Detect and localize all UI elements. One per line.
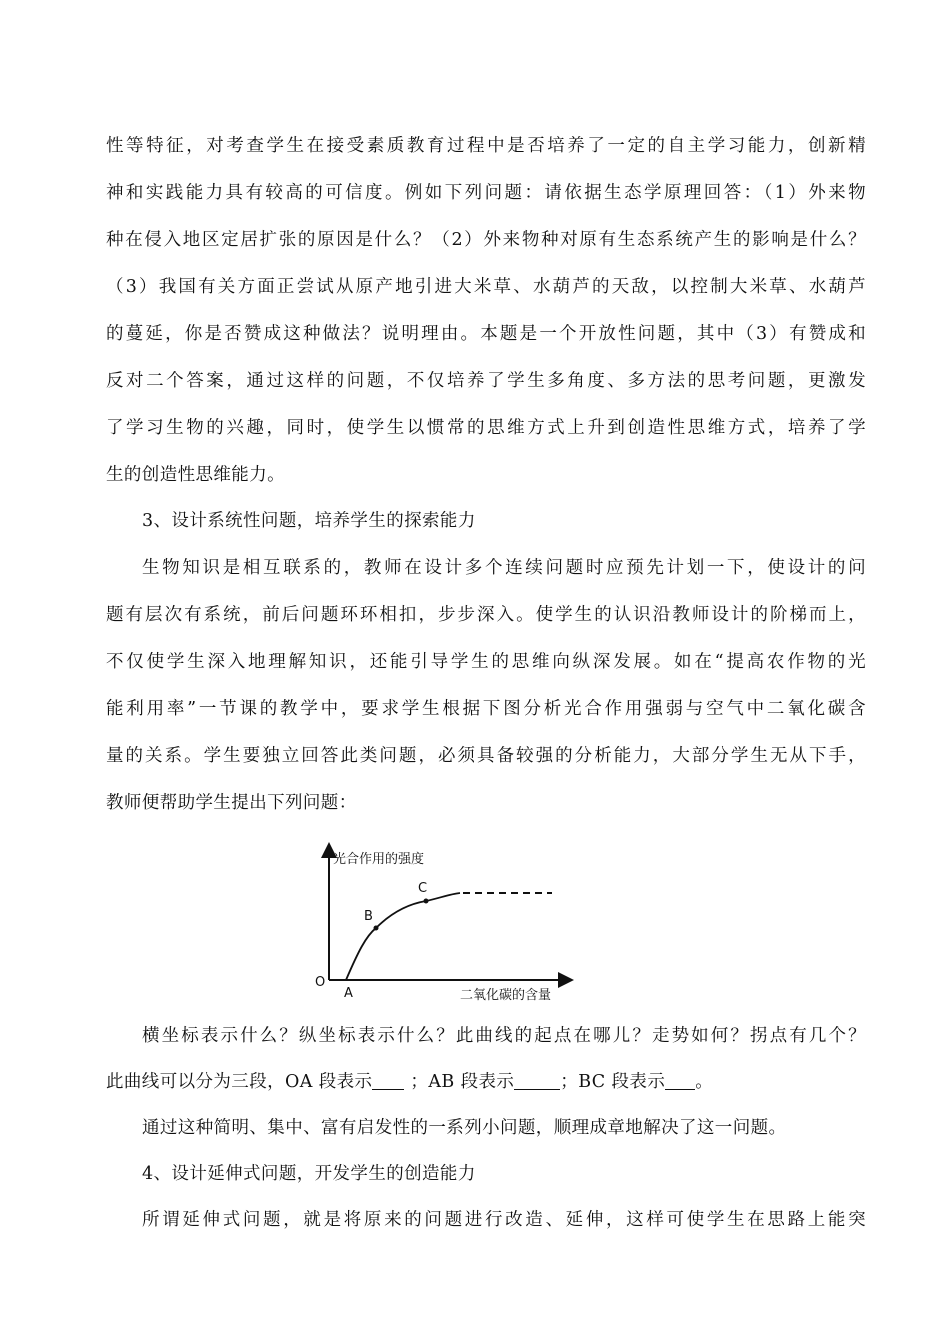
paragraph-1-line-8: 生的创造性思维能力。: [106, 465, 285, 485]
curve-line: [346, 893, 460, 980]
paragraph-4: 通过这种简明、集中、富有启发性的一系列小问题，顺理成章地解决了这一问题。: [142, 1118, 787, 1138]
paragraph-1-line-3: 种在侵入地区定居扩张的原因是什么？（2）外来物种对原有生态系统产生的影响是什么？: [106, 230, 866, 250]
paragraph-5-line-1: 所谓延伸式问题，就是将原来的问题进行改造、延伸，这样可使学生在思路上能突: [142, 1210, 866, 1230]
paragraph-3-line-2: [106, 1070, 866, 1094]
paragraph-1-line-1: 性等特征，对考查学生在接受素质教育过程中是否培养了一定的自主学习能力，创新精: [106, 136, 866, 156]
section-heading-3: 3、设计系统性问题，培养学生的探索能力: [142, 511, 476, 531]
figure-svg: [300, 840, 590, 1010]
point-b-marker: [374, 926, 379, 931]
paragraph-2-line-6: 教师便帮助学生提出下列问题：: [106, 793, 357, 813]
x-axis-label: 二氧化碳的含量: [460, 988, 552, 1003]
point-c-label: C: [418, 881, 428, 896]
y-axis-label: 光合作用的强度: [333, 852, 425, 867]
paragraph-3-text-bc: ；BC 段表示: [560, 1072, 666, 1092]
paragraph-1-line-7: 了学习生物的兴趣，同时，使学生以惯常的思维方式上升到创造性思维方式，培养了学: [106, 418, 866, 438]
paragraph-2-line-5: 量的关系。学生要独立回答此类问题，必须具备较强的分析能力，大部分学生无从下手，: [106, 746, 866, 766]
photosynthesis-co2-figure: [300, 840, 590, 1010]
paragraph-2-line-3: 不仅使学生深入地理解知识，还能引导学生的思维向纵深发展。如在“提高农作物的光: [106, 652, 866, 672]
point-a-label: A: [344, 986, 353, 1001]
paragraph-3-line-1: 横坐标表示什么？纵坐标表示什么？此曲线的起点在哪儿？走势如何？拐点有几个？: [142, 1026, 866, 1046]
paragraph-1-line-6: 反对二个答案，通过这样的问题，不仅培养了学生多角度、多方法的思考问题，更激发: [106, 371, 866, 391]
blank-ab[interactable]: [514, 1071, 560, 1090]
point-b-label: B: [364, 909, 373, 924]
origin-label: O: [315, 975, 326, 990]
paragraph-3-text-oa: 此曲线可以分为三段，OA 段表示: [106, 1072, 373, 1092]
paragraph-1-line-2: 神和实践能力具有较高的可信度。例如下列问题：请依据生态学原理回答：（1）外来物: [106, 183, 866, 203]
paragraph-2-line-2: 题有层次有系统，前后问题环环相扣，步步深入。使学生的认识沿教师设计的阶梯而上，: [106, 605, 866, 625]
paragraph-3-text-end: 。: [695, 1072, 714, 1092]
paragraph-1-line-4: （3）我国有关方面正尝试从原产地引进大米草、水葫芦的天敌，以控制大米草、水葫芦: [106, 277, 866, 297]
paragraph-1-line-5: 的蔓延，你是否赞成这种做法？说明理由。本题是一个开放性问题，其中（3）有赞成和: [106, 324, 866, 344]
paragraph-2-line-1: 生物知识是相互联系的，教师在设计多个连续问题时应预先计划一下，使设计的问: [142, 558, 866, 578]
blank-oa[interactable]: [372, 1071, 404, 1090]
section-heading-4: 4、设计延伸式问题，开发学生的创造能力: [142, 1164, 476, 1184]
point-c-marker: [424, 899, 429, 904]
paragraph-3-text-ab: ；AB 段表示: [410, 1072, 515, 1092]
paragraph-2-line-4: 能利用率”一节课的教学中，要求学生根据下图分析光合作用强弱与空气中二氧化碳含: [106, 699, 866, 719]
blank-bc[interactable]: [665, 1071, 695, 1090]
